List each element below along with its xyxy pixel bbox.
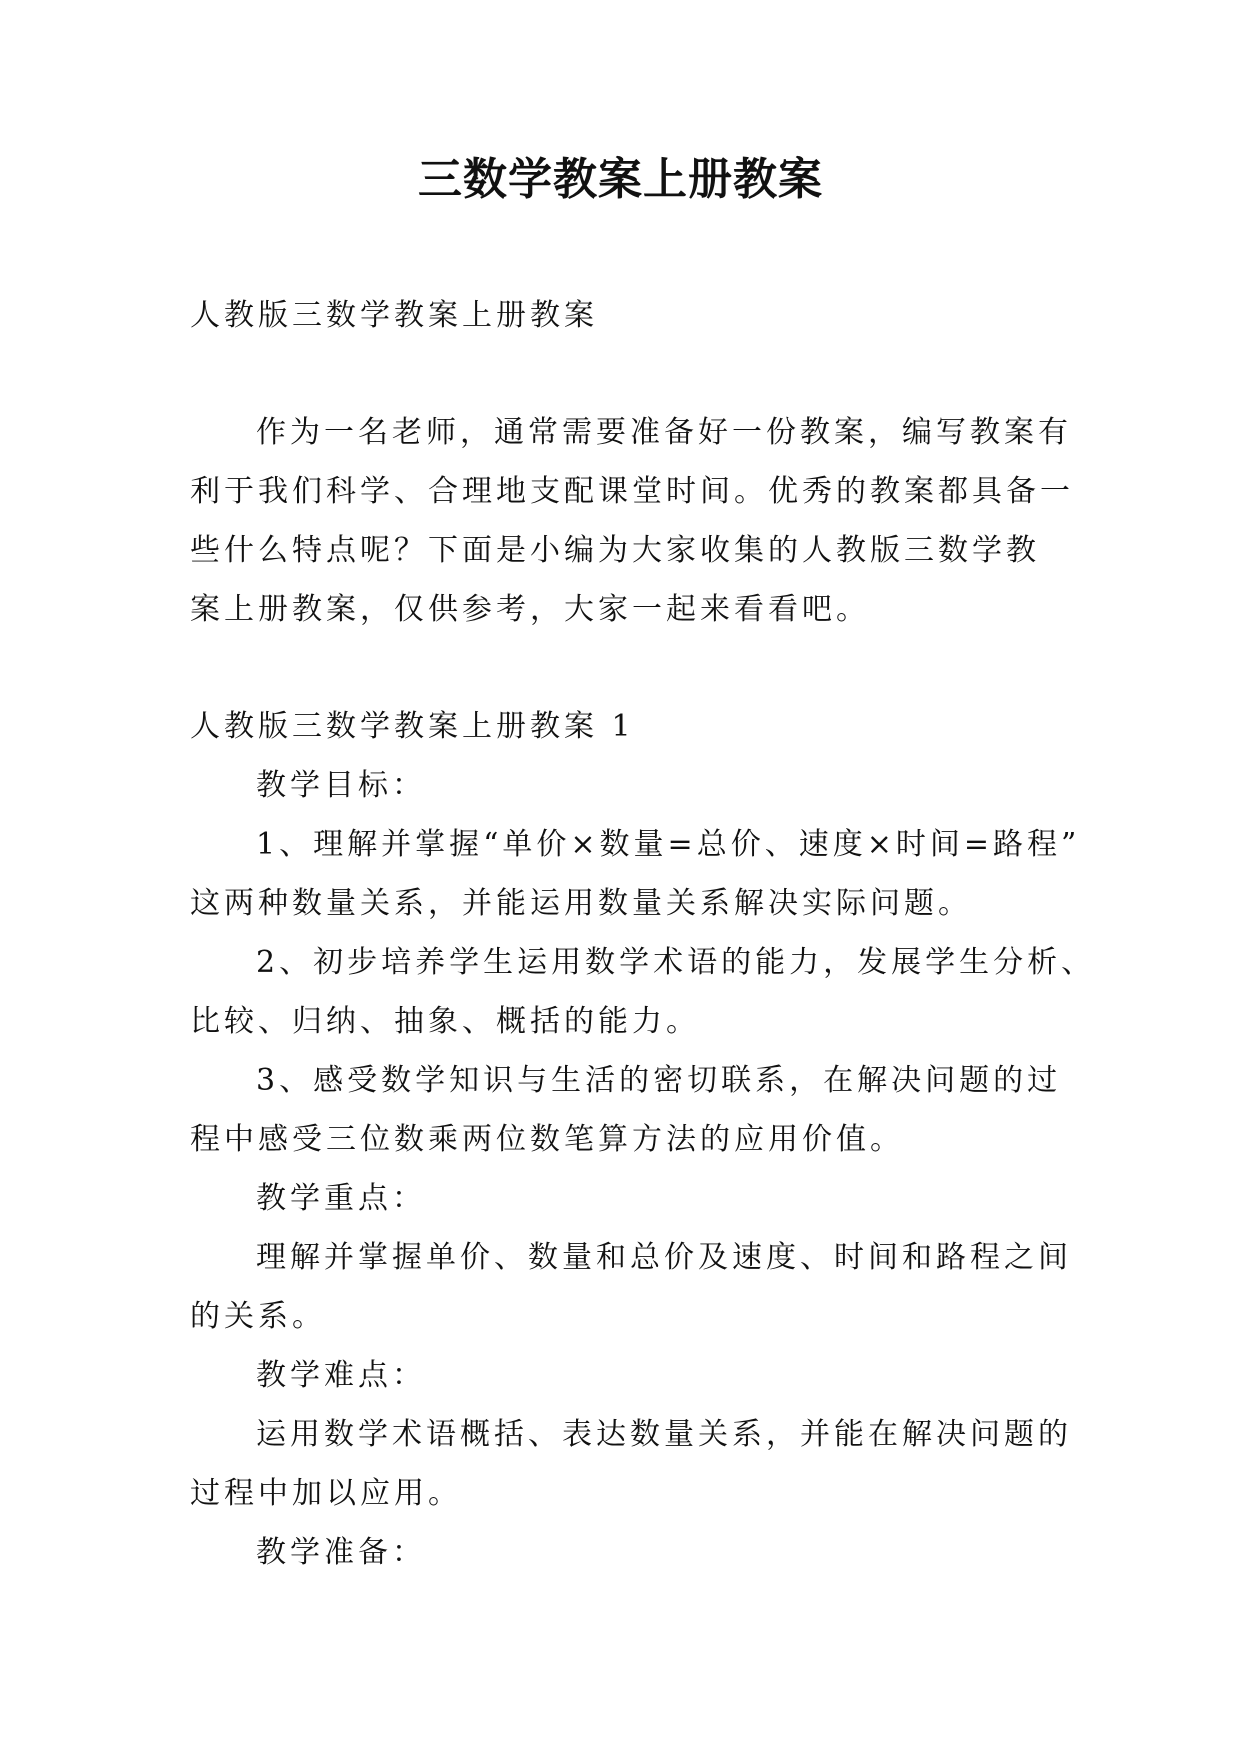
objective-2: [190, 933, 1096, 1051]
keypoint-paragraph: [190, 1228, 1072, 1346]
intro-line-2: 利于我们科学、合理地支配课堂时间。优秀的教案都具备一: [190, 474, 1074, 509]
keypoint-line-1: 理解并掌握单价、数量和总价及速度、时间和路程之间: [256, 1240, 1072, 1275]
intro-line-1: 作为一名老师，通常需要准备好一份教案，编写教案有: [256, 415, 1072, 450]
objective-2-line-2: 比较、归纳、抽象、概括的能力。: [190, 1004, 700, 1039]
intro-line-4: 案上册教案，仅供参考，大家一起来看看吧。: [190, 592, 870, 627]
objective-3: [190, 1051, 1062, 1169]
difficulty-paragraph: [190, 1405, 1072, 1523]
objective-3-line-2: 程中感受三位数乘两位数笔算方法的应用价值。: [190, 1122, 904, 1157]
difficulty-line-1: 运用数学术语概括、表达数量关系，并能在解决问题的: [256, 1417, 1072, 1452]
objective-1-line-2: 这两种数量关系，并能运用数量关系解决实际问题。: [190, 886, 972, 921]
objective-1-line-1: 1、理解并掌握“单价×数量=总价、速度×时间=路程”: [256, 827, 1081, 862]
keypoint-label: 教学重点：: [256, 1181, 426, 1216]
objective-3-line-1: 3、感受数学知识与生活的密切联系，在解决问题的过: [256, 1063, 1062, 1098]
objectives-label: 教学目标：: [256, 768, 426, 803]
objective-2-line-1: 2、初步培养学生运用数学术语的能力，发展学生分析、: [256, 945, 1096, 980]
document-body: [190, 286, 1096, 1582]
preparation-label: 教学准备：: [256, 1535, 426, 1570]
document-subtitle: 人教版三数学教案上册教案: [190, 298, 598, 333]
difficulty-label: 教学难点：: [256, 1358, 426, 1393]
difficulty-line-2: 过程中加以应用。: [190, 1476, 462, 1511]
keypoint-line-2: 的关系。: [190, 1299, 326, 1334]
objective-1: [190, 815, 1081, 933]
intro-line-3: 些什么特点呢？下面是小编为大家收集的人教版三数学教: [190, 533, 1040, 568]
intro-paragraph: [190, 403, 1074, 639]
document-title: 三数学教案上册教案: [418, 154, 823, 205]
section-heading: 人教版三数学教案上册教案 1: [190, 709, 635, 744]
